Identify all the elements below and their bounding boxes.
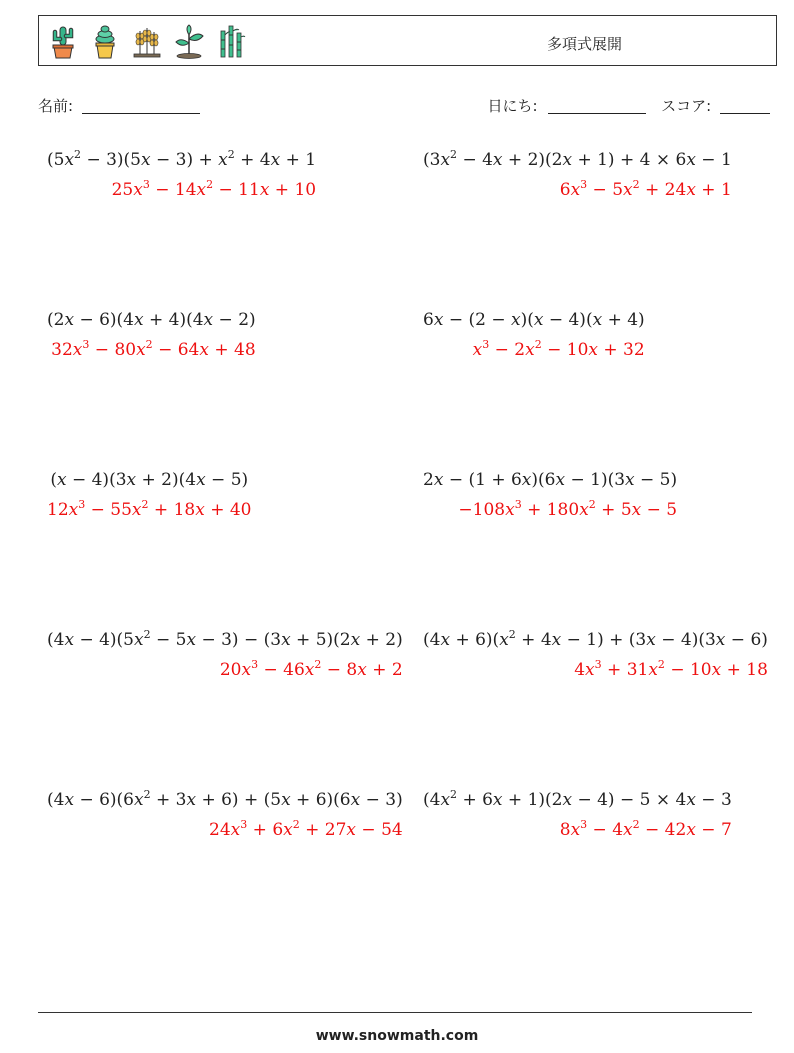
problem-question: (2x − 6)(4x + 4)(4x − 2) (47, 310, 256, 330)
footer-site: www.snowmath.com (315, 1028, 479, 1044)
date-label: 日にち: (487, 97, 538, 115)
name-field (38, 95, 200, 116)
problem-question: $(4x^2 + 6x + 1)(2x - 4) - 5 \times 4x - 3$ (423, 788, 732, 810)
problem-question: $(4x + 6)(x^2 + 4x - 1) + (3x - 4)(3x - 6)$ (423, 628, 768, 650)
score-blank[interactable] (720, 113, 770, 114)
worksheet-header (38, 15, 777, 66)
score-label: スコア: (661, 97, 712, 115)
problem-answer: $25x^3 - 14x^2 - 11x + 10$ (111, 178, 317, 200)
name-blank[interactable] (82, 113, 200, 114)
problem-answer: $24x^3 + 6x^2 + 27x - 54$ (209, 818, 403, 840)
bamboo-icon (215, 23, 247, 59)
problem-question: $(3x^2 - 4x + 2)(2x + 1) + 4 \times 6x - 1$ (423, 148, 732, 170)
date-blank[interactable] (548, 113, 646, 114)
problem-question: 6x − (2 − x)(x − 4)(x + 4) (423, 310, 645, 330)
problem-question: $(4x - 4)(5x^2 - 5x - 3) - (3x + 5)(2x + 2)$ (47, 628, 403, 650)
problem-answer: $8x^3 - 4x^2 - 42x - 7$ (559, 818, 732, 840)
problem-answer: $6x^3 - 5x^2 + 24x + 1$ (559, 178, 732, 200)
problem-question: (x − 4)(3x + 2)(4x − 5) (50, 470, 249, 490)
sprout-icon (173, 23, 205, 59)
problem-answer: $4x^3 + 31x^2 - 10x + 18$ (574, 658, 768, 680)
problem-answer: $12x^3 - 55x^2 + 18x + 40$ (47, 498, 252, 520)
problem-answer: $-108x^3 + 180x^2 + 5x - 5$ (458, 498, 678, 520)
problem-question: $(4x - 6)(6x^2 + 3x + 6) + (5x + 6)(6x - 3)$ (47, 788, 403, 810)
cactus-icon (47, 23, 79, 59)
potted-plant-icon (89, 23, 121, 59)
header-icons (47, 23, 247, 59)
problem-answer: $x^3 - 2x^2 - 10x + 32$ (472, 338, 645, 360)
wheat-icon (131, 23, 163, 59)
problem-answer: $20x^3 - 46x^2 - 8x + 2$ (219, 658, 403, 680)
problem-question: 2x − (1 + 6x)(6x − 1)(3x − 5) (423, 470, 678, 490)
problem-question: $(5x^2 - 3)(5x - 3) + x^2 + 4x + 1$ (47, 148, 317, 170)
footer-divider (38, 1012, 752, 1013)
name-label: 名前: (38, 97, 74, 115)
problem-answer: $32x^3 - 80x^2 - 64x + 48$ (51, 338, 256, 360)
worksheet-title: 多項式展開 (547, 35, 623, 53)
date-score-fields (488, 95, 770, 116)
